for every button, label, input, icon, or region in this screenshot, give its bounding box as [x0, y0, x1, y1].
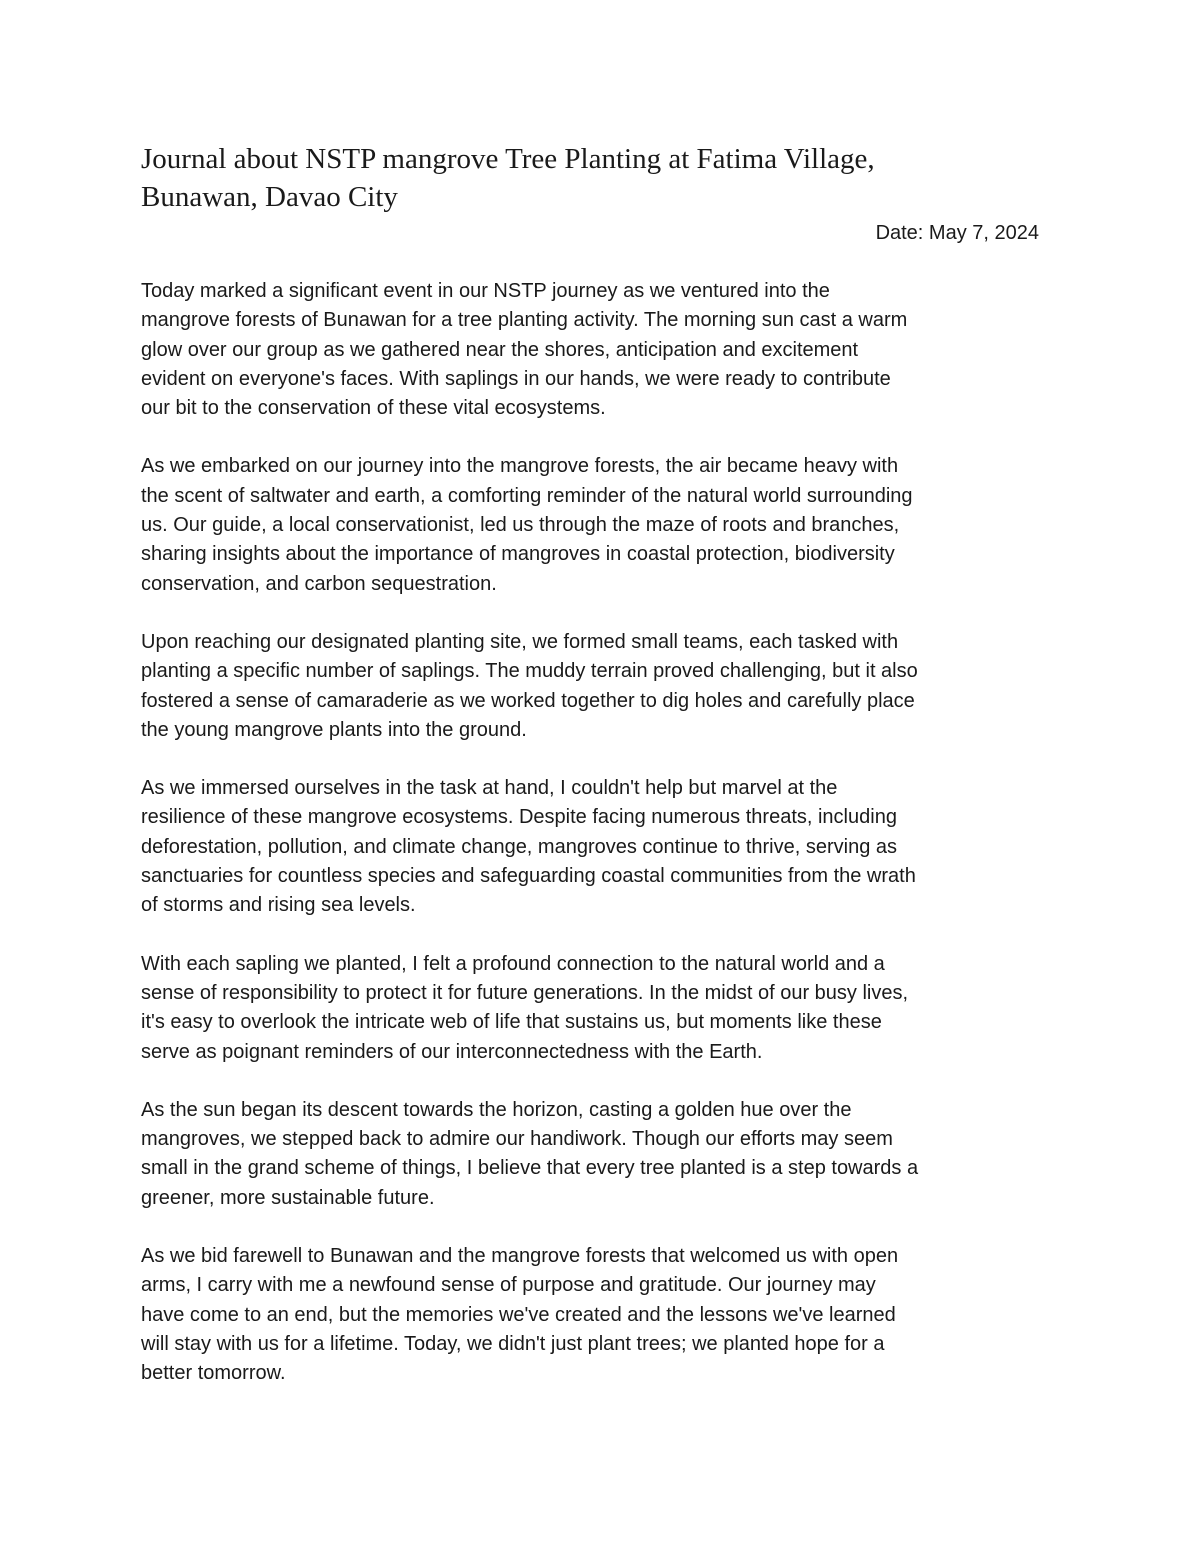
- paragraph-4: As we immersed ourselves in the task at hand, I couldn't help but marvel at the resilience of these mangrove ecosystems. Despite facing numerous threats, including deforestation, pollution, and climate change, mangroves continue to thrive, serving as sanctuaries for countless species and safeguarding coastal communities from the wrath of storms and rising sea levels.: [141, 777, 916, 917]
- paragraph-2: As we embarked on our journey into the mangrove forests, the air became heavy with the scent of saltwater and earth, a comforting reminder of the natural world surrounding us. Our guide, a local conservationist, led us through the maze of roots and branches, sharing insights about the importance of mangroves in coastal protection, biodiversity conservation, and carbon sequestration.: [141, 455, 913, 595]
- paragraph-3: Upon reaching our designated planting site, we formed small teams, each tasked with planting a specific number of saplings. The muddy terrain proved challenging, but it also fostered a sense of camaraderie as we worked together to dig holes and carefully place the young mangrove plants into the ground.: [141, 630, 918, 741]
- document-title: Journal about NSTP mangrove Tree Planting at Fatima Village, Bunawan, Davao City: [141, 143, 875, 213]
- journal-date: Date: May 7, 2024: [875, 222, 1039, 244]
- paragraph-1: Today marked a significant event in our NSTP journey as we ventured into the mangrove forests of Bunawan for a tree planting activity. The morning sun cast a warm glow over our group as we gathered near the shores, anticipation and excitement evident on everyone's faces. With saplings in our hands, we were ready to contribute our bit to the conservation of these vital ecosystems.: [141, 280, 908, 420]
- journal-body: [141, 277, 1059, 1418]
- paragraph-7: As we bid farewell to Bunawan and the mangrove forests that welcomed us with open arms, I carry with me a newfound sense of purpose and gratitude. Our journey may have come to an end, but the memories we've created and the lessons we've learned will stay with us for a lifetime. Today, we didn't just plant trees; we planted hope for a better tomorrow.: [141, 1245, 899, 1385]
- paragraph-5: With each sapling we planted, I felt a profound connection to the natural world and a sense of responsibility to protect it for future generations. In the midst of our busy lives, it's easy to overlook the intricate web of life that sustains us, but moments like these serve as poignant reminders of our interconnectedness with the Earth.: [141, 952, 909, 1063]
- paragraph-6: As the sun began its descent towards the horizon, casting a golden hue over the mangroves, we stepped back to admire our handiwork. Though our efforts may seem small in the grand scheme of things, I believe that every tree planted is a step towards a greener, more sustainable future.: [141, 1098, 919, 1209]
